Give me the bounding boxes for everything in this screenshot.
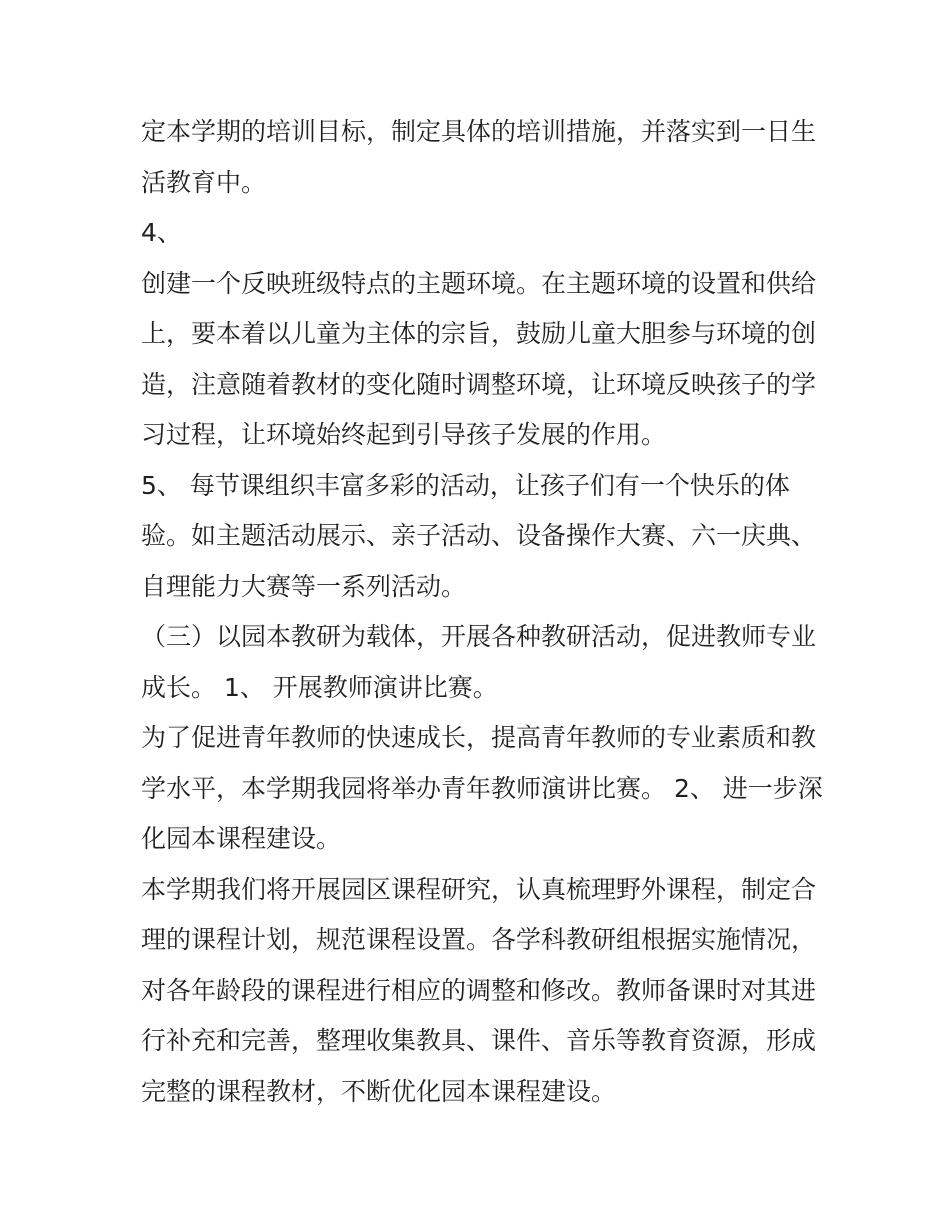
text-line: 5、 每节课组织丰富多彩的活动，让孩子们有一个快乐的体	[141, 470, 790, 500]
document-body	[141, 107, 821, 1117]
text-line: 创建一个反映班级特点的主题环境。在主题环境的设置和供给	[141, 268, 817, 298]
text-line: 造，注意随着教材的变化随时调整环境，让环境反映孩子的学	[141, 369, 817, 399]
text-line: 本学期我们将开展园区课程研究，认真梳理野外课程，制定合	[141, 874, 817, 904]
text-line: 学水平，本学期我园将举办青年教师演讲比赛。 2、 进一步深	[141, 773, 823, 803]
text-line: 自理能力大赛等一系列活动。	[141, 571, 467, 601]
text-line: 化园本课程建设。	[141, 824, 342, 853]
text-line: 完整的课程教材，不断优化园本课程建设。	[141, 1076, 617, 1106]
text-line: 验。如主题活动展示、亲子活动、设备操作大赛、六一庆典、	[141, 521, 817, 550]
text-line: 对各年龄段的课程进行相应的调整和修改。教师备课时对其进	[141, 975, 817, 1005]
item-number: 4、	[141, 218, 182, 247]
text-line: 上，要本着以儿童为主体的宗旨，鼓励儿童大胆参与环境的创	[141, 319, 817, 348]
text-line: 成长。 1、 开展教师演讲比赛。	[141, 672, 498, 702]
text-line: 定本学期的培训目标，制定具体的培训措施，并落实到一日生	[141, 117, 817, 146]
text-line: 行补充和完善，整理收集教具、课件、音乐等教育资源，形成	[141, 1026, 817, 1055]
text-line: 活教育中。	[141, 167, 267, 197]
section-heading: （三）以园本教研为载体，开展各种教研活动，促进教师专业	[141, 622, 817, 651]
text-line: 习过程，让环境始终起到引导孩子发展的作用。	[141, 420, 667, 449]
text-line: 为了促进青年教师的快速成长，提高青年教师的专业素质和教	[141, 723, 817, 752]
text-line: 理的课程计划，规范课程设置。各学科教研组根据实施情况，	[141, 925, 817, 954]
